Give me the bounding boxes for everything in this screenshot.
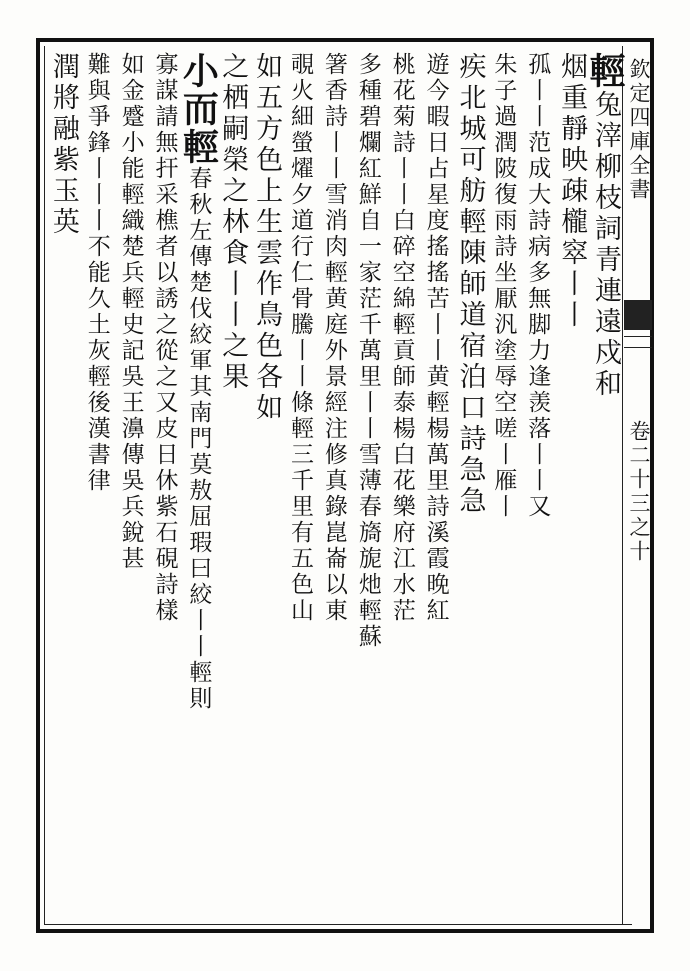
text-column-9 [317,52,350,920]
margin-fishtail-mark [624,300,652,330]
margin-book-title: 欽定四庫全書 [627,58,651,202]
column-text: 兔滓柳枝詞青連遠戍和 [589,90,621,400]
text-column-7 [385,52,418,920]
text-column-6 [419,52,452,920]
column-text: 遊今暇日占星度搖搖苦丨丨黄輕楊萬里詩溪霞晚紅 [422,52,449,624]
text-column-2 [554,52,587,920]
column-text: 箸香詩丨丨雪消肉輕黄庭外景經注修真錄崑崙以東 [320,52,347,624]
column-text: 如金蹙小能輕織楚兵輕史記吳王濞傳吳兵銳甚 [117,52,144,572]
text-column-5 [453,52,486,920]
text-column-8 [351,52,384,920]
text-column-4 [486,52,519,920]
text-column-15 [114,52,147,920]
text-column-13 [177,52,220,920]
column-text: 寡謀請無扞采樵者以誘之從之又皮日休紫石硯詩樣 [151,52,178,624]
text-column-10 [283,52,316,920]
column-text: 之栖嗣榮之林食丨丨之果 [217,52,249,393]
column-text: 覗火細螢燿夕道行仁骨騰丨丨條輕三千里有五色山 [287,52,314,624]
column-text: 孤丨丨范成大詩病多無脚力逢羡落丨丨又 [524,52,551,520]
column-text: 朱子過潤陂復雨詩坐厭汎塗辱空嗟丨雁丨 [490,52,517,520]
entry-heading: 小而輕 [177,52,220,166]
column-text: 多種碧爛紅鮮自一家茫千萬里丨丨雪薄春旖旎灺輕蘇 [354,52,381,650]
entry-heading: 輕 [583,52,626,90]
text-column-17 [46,52,79,920]
text-column-3 [520,52,553,920]
text-column-12 [215,52,248,920]
column-text: 疾北城可舫輕陳師道宿泊口詩急急 [454,52,486,517]
text-column-11 [249,52,282,920]
text-column-1 [583,52,626,920]
text-column-16 [80,52,113,920]
column-text: 難與爭鋒丨丨丨不能久土灰輕後漢書律 [83,52,110,494]
column-text: 烟重靜映疎櫳窣丨丨 [556,52,588,331]
text-column-14 [148,52,181,920]
column-text: 桃花菊詩丨丨白碎空綿輕貢師泰楊白花樂府江水茫 [388,52,415,624]
column-text: 春秋左傳楚伐絞軍其南門莫敖屈瑕曰絞丨丨輕則 [185,166,212,712]
margin-fishtail-lines [624,336,652,348]
column-text: 如五方色上生雲作鳥色各如 [251,52,283,424]
column-text: 潤將融紫玉英 [47,52,79,238]
margin-volume-label: 卷二十三之十 [627,420,651,564]
